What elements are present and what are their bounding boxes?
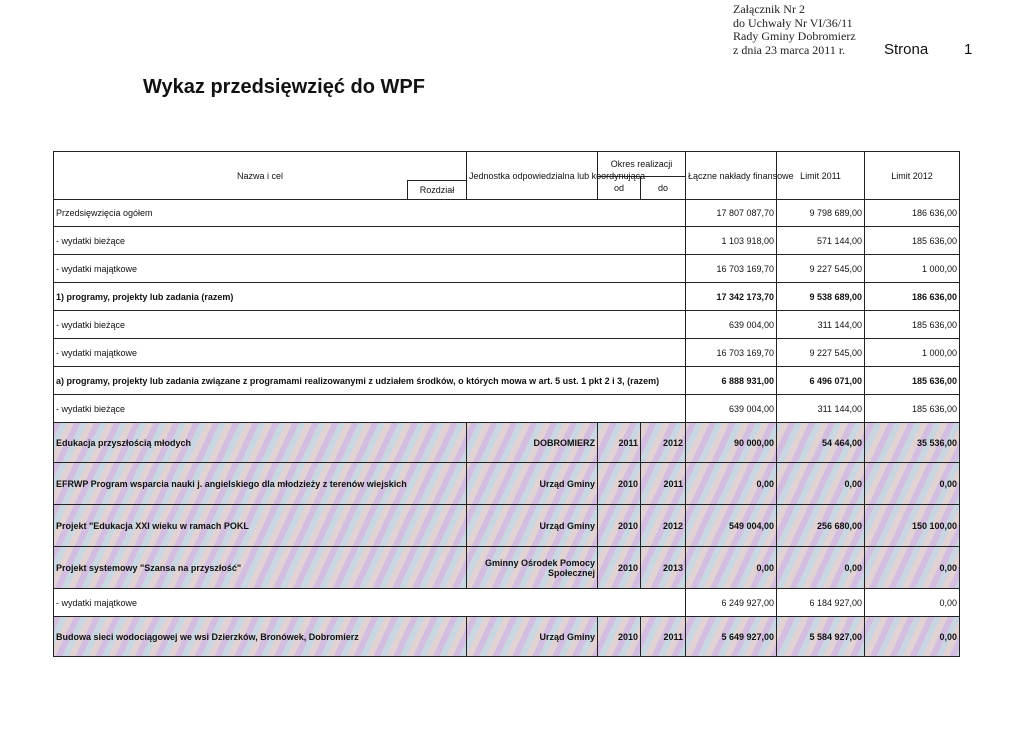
cell-limit2012: 185 636,00 bbox=[865, 311, 960, 339]
project-od: 2010 bbox=[598, 547, 641, 589]
header-limit2011: Limit 2011 bbox=[777, 152, 865, 200]
attachment-line: z dnia 23 marca 2011 r. bbox=[733, 42, 846, 57]
header-okres: Okres realizacji bbox=[598, 152, 686, 177]
project-jednostka: Urząd Gminy bbox=[467, 505, 598, 547]
cell-limit2012: 150 100,00 bbox=[865, 505, 960, 547]
header-rozdzial: Rozdział bbox=[407, 180, 467, 200]
page-number: 1 bbox=[964, 41, 973, 58]
cell-naklady: 0,00 bbox=[686, 547, 777, 589]
project-row bbox=[54, 463, 960, 505]
project-jednostka: DOBROMIERZ bbox=[467, 423, 598, 463]
cell-naklady: 6 888 931,00 bbox=[686, 367, 777, 395]
cell-limit2012: 185 636,00 bbox=[865, 395, 960, 423]
cell-limit2012: 1 000,00 bbox=[865, 339, 960, 367]
project-name: Edukacja przyszłością młodych bbox=[54, 423, 467, 463]
cell-limit2011: 311 144,00 bbox=[777, 311, 865, 339]
table-row bbox=[54, 339, 960, 367]
project-row bbox=[54, 423, 960, 463]
project-od: 2010 bbox=[598, 463, 641, 505]
cell-naklady: 0,00 bbox=[686, 463, 777, 505]
cell-limit2011: 0,00 bbox=[777, 547, 865, 589]
row-label: - wydatki bieżące bbox=[54, 395, 686, 423]
cell-naklady: 6 249 927,00 bbox=[686, 589, 777, 617]
cell-limit2012: 186 636,00 bbox=[865, 200, 960, 227]
project-name: Projekt systemowy "Szansa na przyszłość" bbox=[54, 547, 467, 589]
project-od: 2010 bbox=[598, 617, 641, 657]
cell-limit2012: 0,00 bbox=[865, 463, 960, 505]
header-nazwa-label: Nazwa i cel bbox=[236, 170, 283, 181]
table-row bbox=[54, 255, 960, 283]
project-do: 2012 bbox=[641, 505, 686, 547]
project-jednostka: Urząd Gminy bbox=[467, 463, 598, 505]
cell-limit2011: 54 464,00 bbox=[777, 423, 865, 463]
cell-limit2012: 1 000,00 bbox=[865, 255, 960, 283]
cell-limit2011: 0,00 bbox=[777, 463, 865, 505]
table-row bbox=[54, 395, 960, 423]
project-name: Projekt "Edukacja XXI wieku w ramach POKL bbox=[54, 505, 467, 547]
cell-limit2012: 35 536,00 bbox=[865, 423, 960, 463]
attachment-line: Rady Gminy Dobromierz bbox=[733, 29, 856, 43]
cell-limit2012: 0,00 bbox=[865, 589, 960, 617]
cell-limit2011: 311 144,00 bbox=[777, 395, 865, 423]
table-row bbox=[54, 589, 960, 617]
cell-limit2011: 9 538 689,00 bbox=[777, 283, 865, 311]
cell-limit2012: 0,00 bbox=[865, 617, 960, 657]
cell-naklady: 90 000,00 bbox=[686, 423, 777, 463]
header-limit2012: Limit 2012 bbox=[865, 152, 960, 200]
project-od: 2010 bbox=[598, 505, 641, 547]
cell-limit2012: 185 636,00 bbox=[865, 367, 960, 395]
project-jednostka: Gminny Ośrodek Pomocy Społecznej bbox=[467, 547, 598, 589]
table-row bbox=[54, 311, 960, 339]
row-label: a) programy, projekty lub zadania związane z programami realizowanymi z udziałem środków, o których mowa w art. 5 ust. 1 pkt 2 i 3, (razem) bbox=[54, 367, 686, 395]
cell-limit2012: 186 636,00 bbox=[865, 283, 960, 311]
header-jednostka: Jednostka odpowiedzialna lub koordynująca bbox=[467, 152, 598, 200]
cell-limit2011: 6 496 071,00 bbox=[777, 367, 865, 395]
project-jednostka: Urząd Gminy bbox=[467, 617, 598, 657]
project-row bbox=[54, 505, 960, 547]
row-label: Przedsięwzięcia ogółem bbox=[54, 200, 686, 227]
row-label: - wydatki majątkowe bbox=[54, 255, 686, 283]
row-label: - wydatki bieżące bbox=[54, 311, 686, 339]
row-label: - wydatki majątkowe bbox=[54, 589, 686, 617]
row-label: - wydatki majątkowe bbox=[54, 339, 686, 367]
row-label: - wydatki bieżące bbox=[54, 227, 686, 255]
project-do: 2011 bbox=[641, 463, 686, 505]
row-label: 1) programy, projekty lub zadania (razem) bbox=[54, 283, 686, 311]
attachment-line: Załącznik Nr 2 bbox=[733, 2, 805, 16]
table-row bbox=[54, 367, 960, 395]
cell-limit2011: 5 584 927,00 bbox=[777, 617, 865, 657]
attachment-note bbox=[733, 3, 856, 57]
cell-limit2011: 256 680,00 bbox=[777, 505, 865, 547]
header-naklady: Łączne nakłady finansowe bbox=[686, 152, 777, 200]
table-row bbox=[54, 227, 960, 255]
page-title: Wykaz przedsięwzięć do WPF bbox=[143, 76, 425, 98]
project-do: 2012 bbox=[641, 423, 686, 463]
cell-naklady: 549 004,00 bbox=[686, 505, 777, 547]
cell-naklady: 639 004,00 bbox=[686, 311, 777, 339]
project-do: 2013 bbox=[641, 547, 686, 589]
cell-limit2011: 9 227 545,00 bbox=[777, 339, 865, 367]
project-do: 2011 bbox=[641, 617, 686, 657]
cell-naklady: 17 807 087,70 bbox=[686, 200, 777, 227]
cell-naklady: 639 004,00 bbox=[686, 395, 777, 423]
header-do: do bbox=[641, 177, 686, 200]
project-name: Budowa sieci wodociągowej we wsi Dzierzków, Bronówek, Dobromierz bbox=[54, 617, 467, 657]
cell-limit2011: 9 227 545,00 bbox=[777, 255, 865, 283]
header-od: od bbox=[598, 177, 641, 200]
cell-limit2011: 6 184 927,00 bbox=[777, 589, 865, 617]
project-row bbox=[54, 617, 960, 657]
cell-naklady: 17 342 173,70 bbox=[686, 283, 777, 311]
table-row bbox=[54, 283, 960, 311]
header-row bbox=[54, 152, 960, 177]
cell-limit2011: 9 798 689,00 bbox=[777, 200, 865, 227]
cell-limit2012: 185 636,00 bbox=[865, 227, 960, 255]
wpf-table bbox=[53, 151, 960, 657]
page-label: Strona bbox=[884, 41, 929, 58]
cell-naklady: 16 703 169,70 bbox=[686, 255, 777, 283]
header-nazwa bbox=[54, 152, 467, 200]
attachment-line: do Uchwały Nr VI/36/11 bbox=[733, 15, 853, 30]
cell-naklady: 1 103 918,00 bbox=[686, 227, 777, 255]
cell-naklady: 16 703 169,70 bbox=[686, 339, 777, 367]
table-row bbox=[54, 200, 960, 227]
project-name: EFRWP Program wsparcia nauki j. angielskiego dla młodzieży z terenów wiejskich bbox=[54, 463, 467, 505]
cell-naklady: 5 649 927,00 bbox=[686, 617, 777, 657]
project-od: 2011 bbox=[598, 423, 641, 463]
cell-limit2011: 571 144,00 bbox=[777, 227, 865, 255]
project-row bbox=[54, 547, 960, 589]
cell-limit2012: 0,00 bbox=[865, 547, 960, 589]
